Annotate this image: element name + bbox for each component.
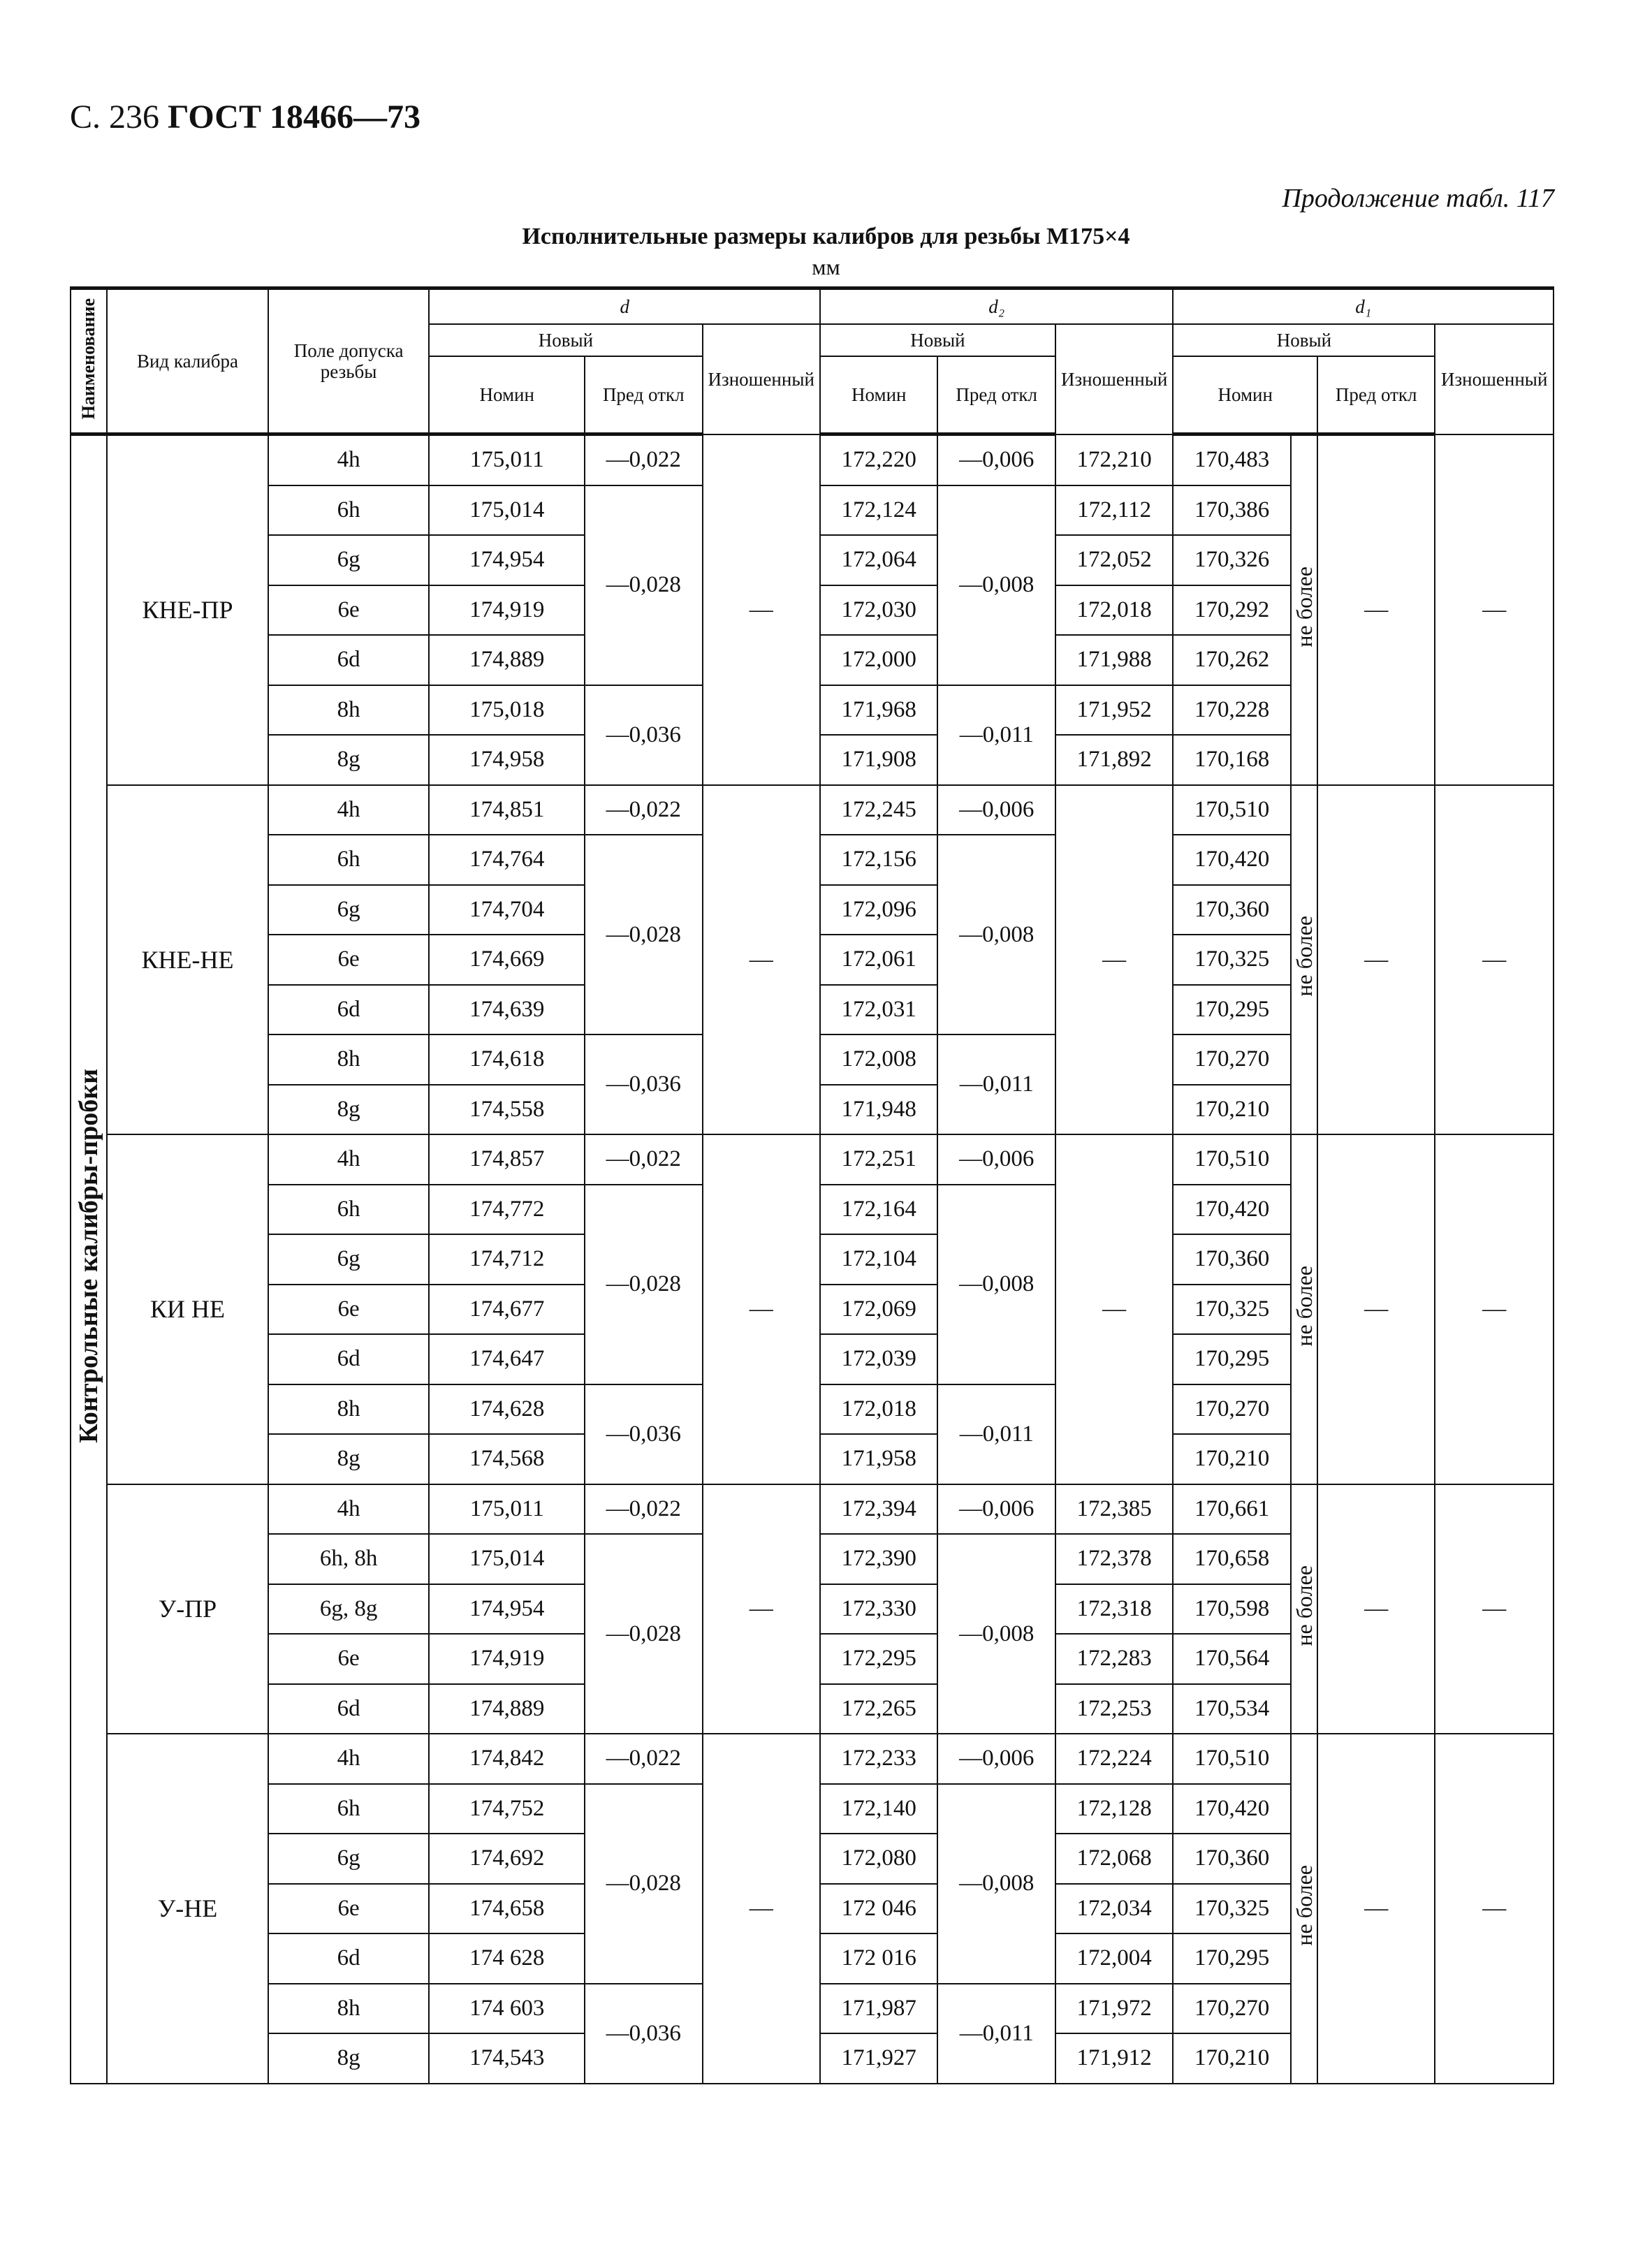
d1-header: d₁	[1173, 288, 1554, 325]
d2-nominal: 172,061	[820, 935, 937, 985]
d1-nominal: 170,295	[1173, 1334, 1290, 1384]
d2-nominal: 172,008	[820, 1034, 937, 1085]
d2-nominal: 172 016	[820, 1933, 937, 1984]
d1-nominal: 170,326	[1173, 535, 1290, 585]
calibre-sizes-table	[70, 286, 1554, 2084]
d-nominal: 174,558	[429, 1085, 585, 1135]
tolerance-field: 6g	[268, 1234, 430, 1285]
d-nominal: 174,954	[429, 1584, 585, 1635]
d2-worn: 171,912	[1055, 2033, 1173, 2084]
tolerance-field: 6h	[268, 835, 430, 885]
d2-nominal: 172,140	[820, 1784, 937, 1834]
d2-nominal: 171,958	[820, 1434, 937, 1484]
d-nominal: 174 628	[429, 1933, 585, 1984]
d-nominal: 174,677	[429, 1285, 585, 1335]
tolerance-field: 6d	[268, 1684, 430, 1734]
d2-nominal: 172,069	[820, 1285, 937, 1335]
d1-new-header: Новый	[1173, 324, 1435, 356]
table-row	[71, 1134, 1554, 1185]
d-nominal: 174,764	[429, 835, 585, 885]
d1-nominal: 170,210	[1173, 1434, 1290, 1484]
d2-worn: 172,210	[1055, 434, 1173, 485]
tolerance-field: 4h	[268, 434, 430, 485]
d-deviation: —0,036	[585, 1984, 702, 2084]
d1-worn-header: Изношенный	[1435, 324, 1554, 434]
d1-nominal: 170,564	[1173, 1634, 1290, 1684]
d2-nominal: 172,096	[820, 885, 937, 935]
d-nominal: 175,014	[429, 1534, 585, 1584]
not-more-note: не более	[1291, 1484, 1317, 1734]
tolerance-field: 6d	[268, 635, 430, 685]
d-deviation: —0,028	[585, 485, 702, 685]
d1-nominal: 170,386	[1173, 485, 1290, 536]
d-nominal: 174,704	[429, 885, 585, 935]
d-nominal: 174,543	[429, 2033, 585, 2084]
d-worn-header: Изношенный	[703, 324, 821, 434]
d-nominal: 174,712	[429, 1234, 585, 1285]
d2-deviation-header: Пред откл	[937, 356, 1055, 434]
d-deviation: —0,028	[585, 835, 702, 1034]
not-more-note: не более	[1291, 434, 1317, 785]
d-nominal-header: Номин	[429, 356, 585, 434]
d2-deviation: —0,011	[937, 685, 1055, 785]
d2-nominal: 171,987	[820, 1984, 937, 2034]
d1-nominal: 170,228	[1173, 685, 1290, 736]
d-nominal: 174 603	[429, 1984, 585, 2034]
d1-nominal: 170,510	[1173, 1134, 1290, 1185]
d2-nominal: 171,908	[820, 735, 937, 785]
d2-deviation: —0,008	[937, 1185, 1055, 1384]
d-nominal: 174,628	[429, 1384, 585, 1435]
d1-worn: —	[1435, 1134, 1554, 1484]
tolerance-field: 6e	[268, 935, 430, 985]
d2-deviation: —0,006	[937, 1484, 1055, 1535]
d2-worn: 172,224	[1055, 1734, 1173, 1784]
d2-deviation: —0,008	[937, 485, 1055, 685]
d-worn: —	[703, 1134, 821, 1484]
d-nominal: 174,618	[429, 1034, 585, 1085]
d2-nominal: 171,968	[820, 685, 937, 736]
d-nominal: 174,889	[429, 635, 585, 685]
tolerance-field: 4h	[268, 1134, 430, 1185]
tolerance-field: 4h	[268, 785, 430, 835]
d2-nominal: 172,000	[820, 635, 937, 685]
d2-nominal: 172,295	[820, 1634, 937, 1684]
d2-nominal-header: Номин	[820, 356, 937, 434]
d1-nominal: 170,325	[1173, 935, 1290, 985]
d1-nominal: 170,210	[1173, 2033, 1290, 2084]
kind-column-header: Вид калибра	[107, 288, 268, 434]
d1-nominal: 170,534	[1173, 1684, 1290, 1734]
d2-worn: 171,972	[1055, 1984, 1173, 2034]
d-nominal: 174,857	[429, 1134, 585, 1185]
tolerance-field: 4h	[268, 1734, 430, 1784]
table-row	[71, 1484, 1554, 1535]
d-nominal: 174,772	[429, 1185, 585, 1235]
d1-nominal: 170,510	[1173, 785, 1290, 835]
tolerance-field: 6d	[268, 985, 430, 1035]
d-nominal: 175,014	[429, 485, 585, 536]
not-more-note: не более	[1291, 1134, 1317, 1484]
d2-nominal: 172,080	[820, 1834, 937, 1884]
tolerance-field: 6e	[268, 585, 430, 636]
d2-worn: 172,318	[1055, 1584, 1173, 1635]
d2-worn: —	[1055, 785, 1173, 1135]
d2-new-header: Новый	[820, 324, 1055, 356]
tolerance-field: 6g	[268, 535, 430, 585]
tolerance-field: 6h, 8h	[268, 1534, 430, 1584]
table-body	[71, 434, 1554, 2084]
calibre-kind: КНЕ-ПР	[107, 434, 268, 785]
d1-nominal: 170,360	[1173, 1234, 1290, 1285]
name-column-header: Наименование	[71, 288, 107, 434]
d1-nominal: 170,262	[1173, 635, 1290, 685]
table-header	[71, 288, 1554, 434]
d1-nominal: 170,295	[1173, 985, 1290, 1035]
d2-worn: 171,892	[1055, 735, 1173, 785]
d-deviation: —0,036	[585, 1384, 702, 1484]
d2-nominal: 172 046	[820, 1884, 937, 1934]
d-worn: —	[703, 1484, 821, 1734]
running-head	[70, 98, 421, 136]
d2-nominal: 172,233	[820, 1734, 937, 1784]
d2-nominal: 172,330	[820, 1584, 937, 1635]
d2-deviation: —0,011	[937, 1034, 1055, 1134]
d1-nominal: 170,420	[1173, 835, 1290, 885]
d-nominal: 175,011	[429, 1484, 585, 1535]
d-nominal: 174,752	[429, 1784, 585, 1834]
d-nominal: 174,889	[429, 1684, 585, 1734]
tolerance-field: 6h	[268, 1185, 430, 1235]
continuation-label: Продолжение табл. 117	[1282, 184, 1554, 213]
d1-worn: —	[1435, 1484, 1554, 1734]
d1-nominal: 170,325	[1173, 1884, 1290, 1934]
d2-nominal: 172,030	[820, 585, 937, 636]
d2-deviation: —0,008	[937, 1534, 1055, 1734]
d2-worn: 172,385	[1055, 1484, 1173, 1535]
d1-nominal: 170,270	[1173, 1384, 1290, 1435]
d2-nominal: 172,394	[820, 1484, 937, 1535]
tolerance-field: 8h	[268, 1384, 430, 1435]
d1-nominal: 170,270	[1173, 1034, 1290, 1085]
d-nominal: 174,647	[429, 1334, 585, 1384]
d2-nominal: 172,251	[820, 1134, 937, 1185]
page-label: С. 236	[70, 98, 160, 136]
tolerance-field: 8g	[268, 735, 430, 785]
field-column-header: Поле допуска резьбы	[268, 288, 430, 434]
tolerance-field: 6g	[268, 885, 430, 935]
d-nominal: 174,669	[429, 935, 585, 985]
d2-deviation: —0,008	[937, 835, 1055, 1034]
d-deviation-header: Пред откл	[585, 356, 702, 434]
d1-nominal: 170,510	[1173, 1734, 1290, 1784]
tolerance-field: 8g	[268, 1434, 430, 1484]
d2-nominal: 172,064	[820, 535, 937, 585]
tolerance-field: 6h	[268, 1784, 430, 1834]
d1-deviation: —	[1317, 434, 1435, 785]
d2-worn: 171,988	[1055, 635, 1173, 685]
tolerance-field: 8h	[268, 1034, 430, 1085]
calibre-kind: У-НЕ	[107, 1734, 268, 2084]
d-worn: —	[703, 1734, 821, 2084]
d2-deviation: —0,006	[937, 1734, 1055, 1784]
d-nominal: 174,919	[429, 1634, 585, 1684]
d2-nominal: 172,265	[820, 1684, 937, 1734]
d-deviation: —0,022	[585, 1734, 702, 1784]
d-deviation: —0,028	[585, 1534, 702, 1734]
d-deviation: —0,036	[585, 1034, 702, 1134]
d2-deviation: —0,006	[937, 785, 1055, 835]
d1-nominal: 170,658	[1173, 1534, 1290, 1584]
d2-worn: 172,283	[1055, 1634, 1173, 1684]
units-label: мм	[812, 254, 840, 279]
d-deviation: —0,028	[585, 1784, 702, 1984]
d1-deviation: —	[1317, 1484, 1435, 1734]
main-group-label: Контрольные калибры-пробки	[71, 434, 107, 2084]
d2-deviation: —0,006	[937, 434, 1055, 485]
d2-worn: 172,253	[1055, 1684, 1173, 1734]
d2-nominal: 171,927	[820, 2033, 937, 2084]
d-deviation: —0,036	[585, 685, 702, 785]
d2-nominal: 171,948	[820, 1085, 937, 1135]
tolerance-field: 6d	[268, 1933, 430, 1984]
tolerance-field: 6e	[268, 1634, 430, 1684]
d2-nominal: 172,390	[820, 1534, 937, 1584]
d1-deviation: —	[1317, 785, 1435, 1135]
d1-worn: —	[1435, 434, 1554, 785]
d1-nominal: 170,360	[1173, 885, 1290, 935]
tolerance-field: 6d	[268, 1334, 430, 1384]
d2-nominal: 172,245	[820, 785, 937, 835]
d2-header: d₂	[820, 288, 1173, 325]
d-nominal: 174,639	[429, 985, 585, 1035]
tolerance-field: 6e	[268, 1884, 430, 1934]
d-nominal: 175,011	[429, 434, 585, 485]
tolerance-field: 4h	[268, 1484, 430, 1535]
d2-nominal: 172,156	[820, 835, 937, 885]
table-row	[71, 434, 1554, 485]
d2-deviation: —0,011	[937, 1384, 1055, 1484]
d2-deviation: —0,006	[937, 1134, 1055, 1185]
d2-worn: 172,034	[1055, 1884, 1173, 1934]
d2-worn: 172,068	[1055, 1834, 1173, 1884]
tolerance-field: 8h	[268, 685, 430, 736]
d2-worn: 172,378	[1055, 1534, 1173, 1584]
table-row	[71, 1734, 1554, 1784]
d-nominal: 174,842	[429, 1734, 585, 1784]
d2-nominal: 172,039	[820, 1334, 937, 1384]
d-deviation: —0,028	[585, 1185, 702, 1384]
d2-deviation: —0,011	[937, 1984, 1055, 2084]
d2-nominal: 172,104	[820, 1234, 937, 1285]
not-more-note: не более	[1291, 785, 1317, 1135]
d1-deviation: —	[1317, 1134, 1435, 1484]
d-nominal: 174,851	[429, 785, 585, 835]
table-row	[71, 785, 1554, 835]
d1-nominal: 170,483	[1173, 434, 1290, 485]
table-title: Исполнительные размеры калибров для резьбы М175×4	[522, 224, 1130, 249]
d2-worn-header: Изношенный	[1055, 324, 1173, 434]
d-nominal: 174,692	[429, 1834, 585, 1884]
d1-worn: —	[1435, 1734, 1554, 2084]
d-header: d	[429, 288, 820, 325]
calibre-kind: КНЕ-НЕ	[107, 785, 268, 1135]
d1-nominal: 170,360	[1173, 1834, 1290, 1884]
d2-worn: —	[1055, 1134, 1173, 1484]
d2-worn: 172,004	[1055, 1933, 1173, 1984]
d1-nominal: 170,420	[1173, 1784, 1290, 1834]
d1-nominal: 170,168	[1173, 735, 1290, 785]
d1-nominal: 170,210	[1173, 1085, 1290, 1135]
tolerance-field: 6e	[268, 1285, 430, 1335]
d1-nominal: 170,325	[1173, 1285, 1290, 1335]
d-worn: —	[703, 434, 821, 785]
d-nominal: 174,958	[429, 735, 585, 785]
d2-nominal: 172,220	[820, 434, 937, 485]
tolerance-field: 8g	[268, 2033, 430, 2084]
d-nominal: 174,919	[429, 585, 585, 636]
d-deviation: —0,022	[585, 785, 702, 835]
d2-nominal: 172,164	[820, 1185, 937, 1235]
d2-deviation: —0,008	[937, 1784, 1055, 1984]
calibre-kind: У-ПР	[107, 1484, 268, 1734]
tolerance-field: 6g	[268, 1834, 430, 1884]
d1-nominal: 170,661	[1173, 1484, 1290, 1535]
calibre-kind: КИ НЕ	[107, 1134, 268, 1484]
tolerance-field: 8h	[268, 1984, 430, 2034]
d-deviation: —0,022	[585, 1484, 702, 1535]
d2-worn: 171,952	[1055, 685, 1173, 736]
d2-nominal: 172,018	[820, 1384, 937, 1435]
tolerance-field: 8g	[268, 1085, 430, 1135]
d2-worn: 172,128	[1055, 1784, 1173, 1834]
d1-nominal: 170,295	[1173, 1933, 1290, 1984]
tolerance-field: 6h	[268, 485, 430, 536]
d1-worn: —	[1435, 785, 1554, 1135]
d-deviation: —0,022	[585, 434, 702, 485]
d1-nominal: 170,270	[1173, 1984, 1290, 2034]
d-deviation: —0,022	[585, 1134, 702, 1185]
not-more-note: не более	[1291, 1734, 1317, 2084]
d-nominal: 174,658	[429, 1884, 585, 1934]
d2-worn: 172,112	[1055, 485, 1173, 536]
standard-number: ГОСТ 18466—73	[168, 98, 421, 136]
d1-nominal: 170,598	[1173, 1584, 1290, 1635]
d1-deviation: —	[1317, 1734, 1435, 2084]
tolerance-field: 6g, 8g	[268, 1584, 430, 1635]
d2-worn: 172,052	[1055, 535, 1173, 585]
d1-deviation-header: Пред откл	[1317, 356, 1435, 434]
d-nominal: 174,954	[429, 535, 585, 585]
d-new-header: Новый	[429, 324, 702, 356]
d1-nominal: 170,292	[1173, 585, 1290, 636]
d2-worn: 172,018	[1055, 585, 1173, 636]
d2-nominal: 172,031	[820, 985, 937, 1035]
d-nominal: 174,568	[429, 1434, 585, 1484]
d-worn: —	[703, 785, 821, 1135]
d1-nominal-header: Номин	[1173, 356, 1317, 434]
d2-nominal: 172,124	[820, 485, 937, 536]
d-nominal: 175,018	[429, 685, 585, 736]
d1-nominal: 170,420	[1173, 1185, 1290, 1235]
